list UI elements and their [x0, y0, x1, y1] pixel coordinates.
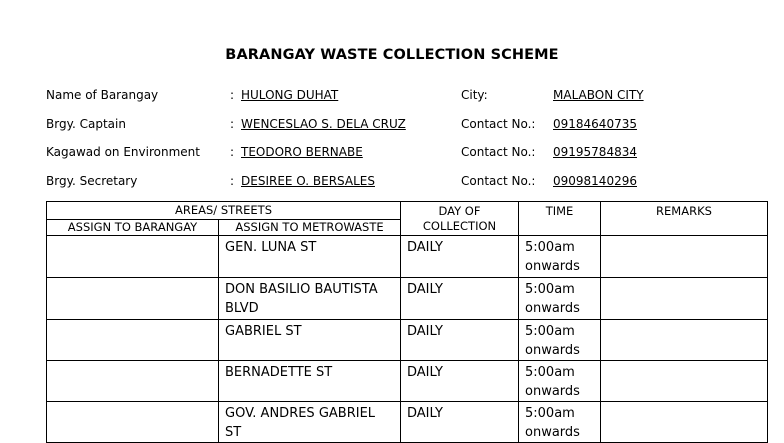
cell-remarks — [601, 278, 768, 320]
cell-barangay — [47, 236, 219, 278]
contact-label: Contact No.: — [461, 174, 536, 188]
header-remarks: REMARKS — [601, 202, 768, 236]
cell-remarks — [601, 320, 768, 361]
cell-metrowaste: GOV. ANDRES GABRIEL ST — [219, 402, 401, 443]
cell-time: 5:00am onwards — [519, 402, 601, 443]
header-assign-barangay: ASSIGN TO BARANGAY — [47, 220, 219, 236]
kagawad-value: TEODORO BERNABE — [241, 145, 363, 159]
contact-secretary: 09098140296 — [553, 174, 637, 188]
cell-barangay — [47, 361, 219, 402]
contact-label: Contact No.: — [461, 145, 536, 159]
cell-barangay — [47, 402, 219, 443]
city-value: MALABON CITY — [553, 88, 644, 102]
secretary-value: DESIREE O. BERSALES — [241, 174, 375, 188]
barangay-value: HULONG DUHAT — [241, 88, 339, 102]
header-areas: AREAS/ STREETS — [47, 202, 401, 220]
cell-time: 5:00am onwards — [519, 278, 601, 320]
secretary-label: Brgy. Secretary — [46, 174, 138, 188]
colon: : — [230, 145, 235, 159]
collection-table — [46, 201, 768, 443]
cell-day: DAILY — [401, 361, 519, 402]
cell-metrowaste: DON BASILIO BAUTISTA BLVD — [219, 278, 401, 320]
barangay-label: Name of Barangay — [46, 88, 159, 102]
cell-remarks — [601, 402, 768, 443]
colon: : — [230, 174, 235, 188]
contact-kagawad: 09195784834 — [553, 145, 637, 159]
table-row — [47, 402, 768, 443]
cell-barangay — [47, 320, 219, 361]
cell-time: 5:00am onwards — [519, 361, 601, 402]
cell-day: DAILY — [401, 236, 519, 278]
cell-metrowaste: GEN. LUNA ST — [219, 236, 401, 278]
header-time: TIME — [519, 202, 601, 236]
header-assign-metrowaste: ASSIGN TO METROWASTE — [219, 220, 401, 236]
header-day: DAY OF COLLECTION — [401, 202, 519, 236]
table-row — [47, 361, 768, 402]
kagawad-label: Kagawad on Environment — [46, 145, 200, 159]
table-row — [47, 278, 768, 320]
contact-label: Contact No.: — [461, 117, 536, 131]
cell-time: 5:00am onwards — [519, 320, 601, 361]
cell-day: DAILY — [401, 402, 519, 443]
table-header-row — [47, 202, 768, 220]
cell-time: 5:00am onwards — [519, 236, 601, 278]
document-title: BARANGAY WASTE COLLECTION SCHEME — [225, 47, 559, 63]
colon: : — [230, 117, 235, 131]
captain-value: WENCESLAO S. DELA CRUZ — [241, 117, 406, 131]
cell-remarks — [601, 236, 768, 278]
colon: : — [230, 88, 235, 102]
table-row — [47, 236, 768, 278]
cell-metrowaste: BERNADETTE ST — [219, 361, 401, 402]
cell-day: DAILY — [401, 278, 519, 320]
cell-day: DAILY — [401, 320, 519, 361]
cell-metrowaste: GABRIEL ST — [219, 320, 401, 361]
cell-remarks — [601, 361, 768, 402]
captain-label: Brgy. Captain — [46, 117, 126, 131]
table-row — [47, 320, 768, 361]
contact-captain: 09184640735 — [553, 117, 637, 131]
city-label: City: — [461, 88, 488, 102]
cell-barangay — [47, 278, 219, 320]
